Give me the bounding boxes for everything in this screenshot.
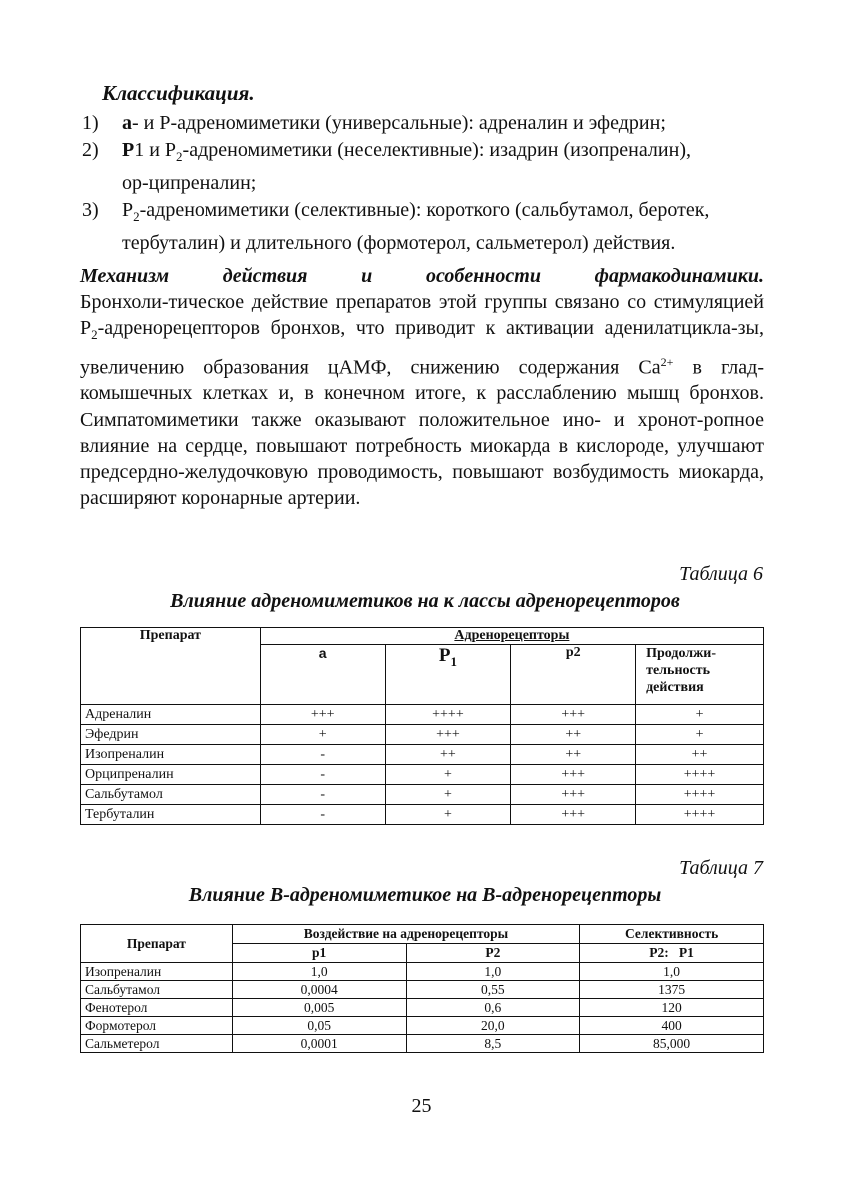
table6-row bbox=[81, 805, 764, 825]
classification-item-number: 1) bbox=[82, 112, 99, 134]
mechanism-paragraph bbox=[80, 263, 764, 511]
table6-cell-a: +++ bbox=[260, 705, 385, 725]
classification-item-number: 2) bbox=[82, 138, 99, 161]
table6-cell-p2: +++ bbox=[511, 705, 636, 725]
classification-list bbox=[80, 110, 770, 257]
table6-caption: Таблица 6 bbox=[679, 563, 763, 585]
table6-cell-drug: Эфедрин bbox=[81, 725, 261, 745]
table7-sub-p1: p1 bbox=[232, 944, 406, 963]
table7-cell-p1: 0,005 bbox=[232, 999, 406, 1017]
table6-cell-p1: +++ bbox=[385, 725, 511, 745]
lead-word: Механизм bbox=[80, 265, 170, 287]
table6-cell-p1: + bbox=[385, 805, 511, 825]
table7-cell-sel: 120 bbox=[580, 999, 764, 1017]
table7-cell-p2: 1,0 bbox=[406, 963, 580, 981]
table7-cell-p1: 1,0 bbox=[232, 963, 406, 981]
table7-cell-drug: Изопреналин bbox=[81, 963, 233, 981]
classification-item bbox=[80, 110, 770, 137]
table7-cell-p2: 0,6 bbox=[406, 999, 580, 1017]
table6-row bbox=[81, 745, 764, 765]
classification-item bbox=[80, 137, 770, 197]
classification-title: Классификация. bbox=[102, 81, 255, 105]
table6-cell-drug: Тербуталин bbox=[81, 805, 261, 825]
classification-item bbox=[80, 197, 770, 257]
table7-cell-p2: 20,0 bbox=[406, 1017, 580, 1035]
table6-cell-dur: ++++ bbox=[636, 805, 764, 825]
table6-sub-p2: р2 bbox=[511, 645, 636, 705]
table6-cell-p2: +++ bbox=[511, 765, 636, 785]
classification-item-line: а- и Р-адреномиметики (универсальные): адреналин и эфедрин; bbox=[122, 112, 666, 134]
table7-row bbox=[81, 1017, 764, 1035]
table7-sub-p2: P2 bbox=[406, 944, 580, 963]
table7-cell-drug: Сальметерол bbox=[81, 1035, 233, 1053]
table7-group-header: Воздействие на адренорецепторы bbox=[232, 925, 579, 944]
lead-word: действия bbox=[222, 265, 308, 287]
table6-cell-a: - bbox=[260, 785, 385, 805]
table7-cell-p1: 0,0001 bbox=[232, 1035, 406, 1053]
table6-cell-p1: + bbox=[385, 785, 511, 805]
table7-cell-drug: Сальбутамол bbox=[81, 981, 233, 999]
table7-cell-p2: 8,5 bbox=[406, 1035, 580, 1053]
table7-title: Влияние В-адреномиметикое на В-адренорецепторы bbox=[188, 884, 662, 906]
table7-cell-sel: 400 bbox=[580, 1017, 764, 1035]
table7-row bbox=[81, 1035, 764, 1053]
classification-section bbox=[80, 80, 770, 257]
table7-selectivity-header: Селективность bbox=[580, 925, 764, 944]
table7-row bbox=[81, 999, 764, 1017]
table7-cell-drug: Формотерол bbox=[81, 1017, 233, 1035]
lead-word: фармакодинамики. bbox=[594, 265, 764, 287]
table6-drug-header: Препарат bbox=[81, 628, 261, 705]
table7-cell-drug: Фенотерол bbox=[81, 999, 233, 1017]
table6-sub-a: а bbox=[260, 645, 385, 705]
table6-row bbox=[81, 785, 764, 805]
table6-cell-dur: ++++ bbox=[636, 785, 764, 805]
table7-sub-ratio: P2: P1 bbox=[580, 944, 764, 963]
table7-cell-sel: 1375 bbox=[580, 981, 764, 999]
table6-cell-p2: +++ bbox=[511, 785, 636, 805]
table6-cell-a: - bbox=[260, 745, 385, 765]
table6-title: Влияние адреномиметиков на к лассы адренорецепторов bbox=[170, 590, 680, 612]
classification-item-line: тербуталин) и длительного (формотерол, сальметерол) действия. bbox=[122, 232, 676, 254]
table6-cell-p1: ++++ bbox=[385, 705, 511, 725]
table7-row bbox=[81, 981, 764, 999]
table7-cell-sel: 1,0 bbox=[580, 963, 764, 981]
table7-cell-p1: 0,05 bbox=[232, 1017, 406, 1035]
table6-cell-dur: + bbox=[636, 725, 764, 745]
table6-group-header: Адренорецепторы bbox=[260, 628, 763, 645]
table6-cell-p2: ++ bbox=[511, 725, 636, 745]
classification-item-line: ор-ципреналин; bbox=[122, 172, 257, 194]
lead-word: и bbox=[361, 265, 373, 287]
table6-cell-p2: ++ bbox=[511, 745, 636, 765]
table7-drug-header: Препарат bbox=[81, 925, 233, 963]
table7 bbox=[80, 924, 764, 1053]
table7-caption: Таблица 7 bbox=[679, 857, 763, 879]
table6-cell-dur: ++++ bbox=[636, 765, 764, 785]
table6-cell-drug: Орципреналин bbox=[81, 765, 261, 785]
mechanism-lead bbox=[80, 263, 764, 289]
table6-cell-p1: ++ bbox=[385, 745, 511, 765]
table7-cell-p2: 0,55 bbox=[406, 981, 580, 999]
classification-item-number: 3) bbox=[82, 198, 99, 221]
table6-cell-a: + bbox=[260, 725, 385, 745]
table6 bbox=[80, 627, 764, 825]
table7-row bbox=[81, 963, 764, 981]
table6-cell-drug: Сальбутамол bbox=[81, 785, 261, 805]
table6-duration-header: Продолжи- тельность действия bbox=[636, 645, 764, 705]
table6-cell-p1: + bbox=[385, 765, 511, 785]
table6-sub-p1: $Р_1$ bbox=[385, 645, 511, 705]
page-number: 25 bbox=[411, 1095, 432, 1117]
table6-cell-drug: Изопреналин bbox=[81, 745, 261, 765]
classification-item-line: $Р_2$-адреномиметики (селективные): короткого (сальбутамол, беротек, bbox=[122, 198, 710, 224]
table6-cell-drug: Адреналин bbox=[81, 705, 261, 725]
table6-row bbox=[81, 725, 764, 745]
classification-item-line: Р1 и $Р_2$-адреномиметики (неселективные): изадрин (изопреналин), bbox=[122, 138, 691, 164]
table6-row bbox=[81, 705, 764, 725]
table7-cell-p1: 0,0004 bbox=[232, 981, 406, 999]
table6-cell-dur: + bbox=[636, 705, 764, 725]
table7-cell-sel: 85,000 bbox=[580, 1035, 764, 1053]
mechanism-text: Бронхоли-тическое действие препаратов этой группы связано со стимуляцией $Р_2$-адренорецепторов бронхов, что приводит к активации аденилатцикла-зы, увеличению образования цАМФ, снижению содержания $Ca^{2+}$ в глад-комышечных клетках и, в конечном итоге, к расслаблению мышц бронхов. Симпатомиметики также оказывают положительное ино- и хронот-ропное влияние на сердце, повышают потребность миокарда в кислороде, улучшают предсердно-желудочковую проводимость, повышают возбудимость миокарда, расширяют коронарные артерии. bbox=[80, 291, 764, 510]
table6-cell-p2: +++ bbox=[511, 805, 636, 825]
table6-cell-a: - bbox=[260, 805, 385, 825]
lead-word: особенности bbox=[425, 265, 541, 287]
table6-cell-dur: ++ bbox=[636, 745, 764, 765]
table6-cell-a: - bbox=[260, 765, 385, 785]
table6-row bbox=[81, 765, 764, 785]
